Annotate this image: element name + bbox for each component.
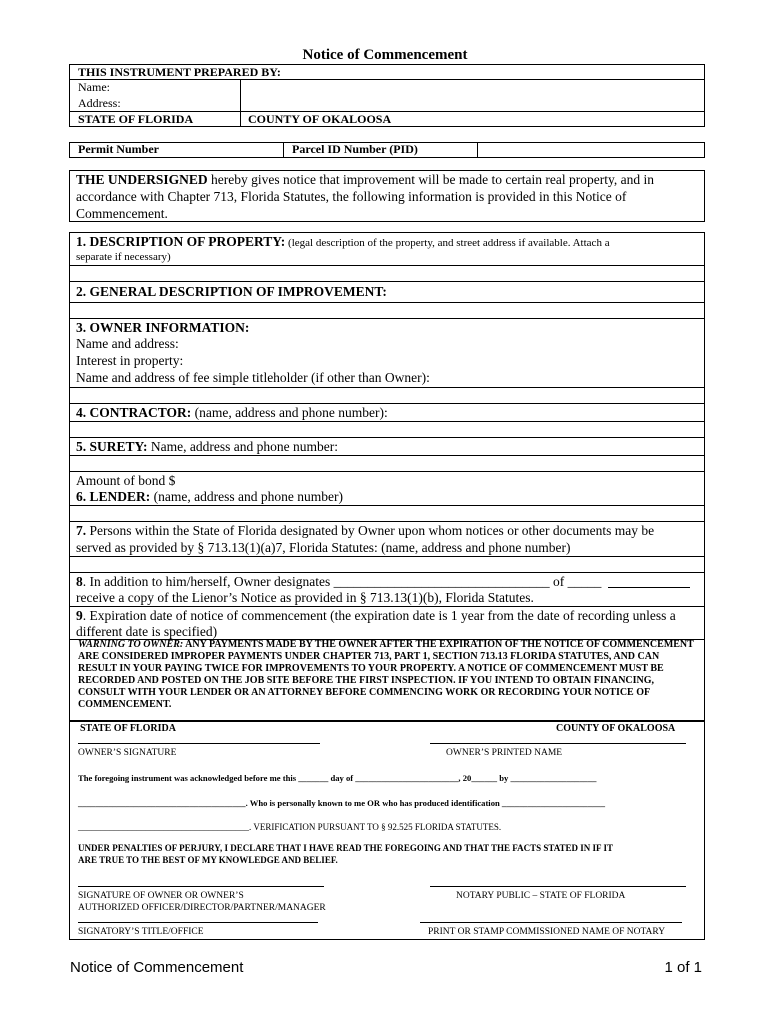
section-9-line-1: 9. Expiration date of notice of commencement (the expiration date is 1 year from the date of recording unless a <box>76 608 676 623</box>
notary-public-label: NOTARY PUBLIC – STATE OF FLORIDA <box>456 891 626 901</box>
section-7-line-1: 7. Persons within the State of Florida designated by Owner upon whom notices or other documents may be <box>76 523 655 538</box>
state-label: STATE OF FLORIDA <box>78 112 194 126</box>
owner-interest: Interest in property: <box>76 353 184 368</box>
section-2-title: 2. GENERAL DESCRIPTION OF IMPROVEMENT: <box>76 284 387 299</box>
section-8-line-2: receive a copy of the Lienor’s Notice as provided in § 713.13(1)(b), Florida Statutes. <box>76 590 534 605</box>
warning-to-owner: WARNING TO OWNER: ANY PAYMENTS MADE BY THE OWNER AFTER THE EXPIRATION OF THE NOTICE OF COMMENCEMENT ARE CONSIDERED IMPROPER PAYMENTS UNDER CHAPTER 713, PART 1, SECTION 713.13 FLORIDA STATUTES, AND CAN RESULT IN YOUR PAYING TWICE FOR IMPROVEMENTS TO YOUR PROPERTY. A NOTICE OF COMMENCEMENT MUST BE RECORDED AND POSTED ON THE JOB SITE BEFORE THE FIRST INSPECTION. IF YOU INTEND TO OBTAIN FINANCING, CONSULT WITH YOUR LENDER OR AN ATTORNEY BEFORE COMMENCING WORK OR RECORDING YOUR NOTICE OF COMMENCEMENT. <box>78 639 694 710</box>
acknowledgement-line: The foregoing instrument was acknowledged before me this _______ day of ________________________, 20______ by ____________________ <box>78 773 597 783</box>
name-label: Name: <box>78 80 110 94</box>
section-5-surety: 5. SURETY: Name, address and phone number: <box>76 439 338 454</box>
section-8-line-1: 8. In addition to him/herself, Owner designates ________________________________ of _____ <box>76 574 602 589</box>
footer-title: Notice of Commencement <box>70 959 244 976</box>
section-4-contractor: 4. CONTRACTOR: (name, address and phone number): <box>76 405 388 420</box>
section-6-lender: 6. LENDER: (name, address and phone number) <box>76 489 343 504</box>
owner-officer-signature-label-1: SIGNATURE OF OWNER OR OWNER’S <box>78 891 244 901</box>
permit-number-label: Permit Number <box>78 142 159 156</box>
section-1-note: separate if necessary) <box>76 251 171 263</box>
verification-line: ______________________________________. VERIFICATION PURSUANT TO § 92.525 FLORIDA STATUTES. <box>78 822 502 832</box>
signatory-title-label: SIGNATORY’S TITLE/OFFICE <box>78 927 204 937</box>
owner-name-address: Name and address: <box>76 336 179 351</box>
notary-state: STATE OF FLORIDA <box>80 723 176 734</box>
parcel-id-label: Parcel ID Number (PID) <box>292 142 418 156</box>
section-1-description: 1. DESCRIPTION OF PROPERTY: (legal description of the property, and street address if available. Attach a <box>76 234 610 249</box>
document-title: Notice of Commencement <box>302 47 468 63</box>
print-stamp-notary-label: PRINT OR STAMP COMMISSIONED NAME OF NOTARY <box>428 927 666 937</box>
address-label: Address: <box>78 96 121 110</box>
notary-county: COUNTY OF OKALOOSA <box>556 723 676 734</box>
section-7-line-2: served as provided by § 713.13(1)(a)7, Florida Statutes: (name, address and phone number) <box>76 540 571 555</box>
county-label: COUNTY OF OKALOOSA <box>248 112 392 126</box>
perjury-line-1: UNDER PENALTIES OF PERJURY, I DECLARE THAT I HAVE READ THE FOREGOING AND THAT THE FACTS STATED IN IF IT <box>78 843 613 853</box>
owner-signature-label: OWNER’S SIGNATURE <box>78 748 177 758</box>
identification-line: _______________________________________. Who is personally known to me OR who has produced identification ________________________ <box>78 798 606 808</box>
intro-line-1: THE UNDERSIGNED hereby gives notice that improvement will be made to certain real property, and in <box>76 172 654 187</box>
section-3-title: 3. OWNER INFORMATION: <box>76 320 250 335</box>
intro-line-2: accordance with Chapter 713, Florida Statutes, the following information is provided in this Notice of <box>76 189 627 204</box>
prepared-by-label: THIS INSTRUMENT PREPARED BY: <box>78 65 281 79</box>
amount-of-bond: Amount of bond $ <box>76 473 176 488</box>
perjury-line-2: ARE TRUE TO THE BEST OF MY KNOWLEDGE AND BELIEF. <box>78 855 338 865</box>
page-number: 1 of 1 <box>664 959 702 976</box>
fee-simple-titleholder: Name and address of fee simple titleholder (if other than Owner): <box>76 370 430 385</box>
section-9-line-2: different date is specified) <box>76 624 218 639</box>
intro-line-3: Commencement. <box>76 206 168 221</box>
owner-officer-signature-label-2: AUTHORIZED OFFICER/DIRECTOR/PARTNER/MANAGER <box>78 903 326 913</box>
owner-printed-name-label: OWNER’S PRINTED NAME <box>446 748 563 758</box>
